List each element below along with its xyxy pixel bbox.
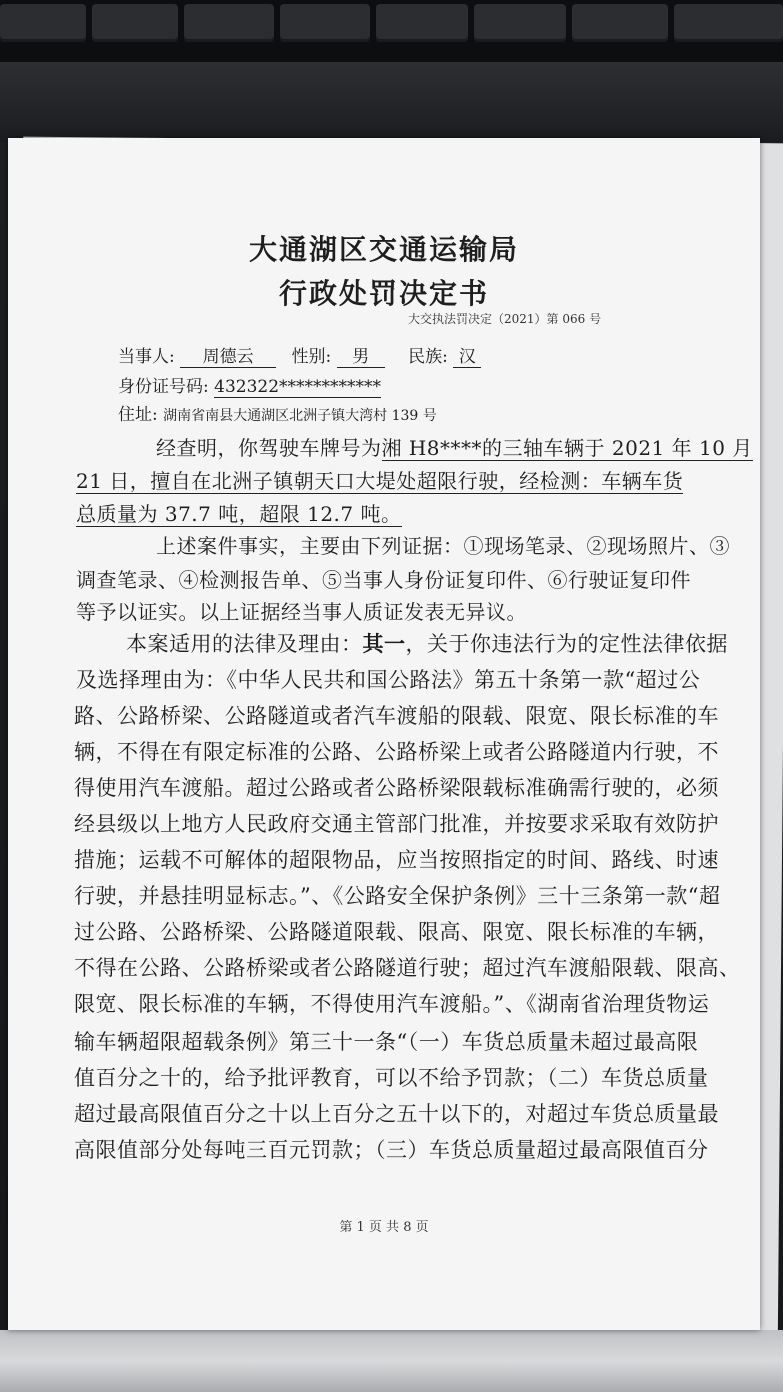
keyboard-key <box>280 4 370 42</box>
evidence-line: 调查笔录、④检测报告单、⑤当事人身份证复印件、⑥行驶证复印件 <box>76 568 691 592</box>
facts-line <box>76 498 712 527</box>
law-line: 辆，不得在有限定标准的公路、公路桥梁上或者公路隧道内行驶，不 <box>74 740 719 764</box>
keyboard-key <box>376 4 468 42</box>
law-line: 及选择理由为：《中华人民共和国公路法》第五十条第一款“超过公 <box>76 668 701 692</box>
keyboard-key <box>184 4 274 42</box>
law-line: 限宽、限长标准的车辆，不得使用汽车渡船。”、《湖南省治理货物运 <box>74 992 710 1016</box>
evidence-line: 上述案件事实，主要由下列证据：①现场笔录、②现场照片、③ <box>156 534 730 558</box>
page-footer: 第 1 页 共 8 页 <box>339 1220 429 1235</box>
party-line <box>118 342 481 368</box>
law-line: 路、公路桥梁、公路隧道或者汽车渡船的限载、限宽、限长标准的车 <box>74 704 719 728</box>
party-gender: 男 <box>337 342 385 368</box>
facts-line <box>76 465 712 494</box>
facts-line <box>156 432 753 461</box>
keyboard <box>0 0 783 62</box>
ethnicity-label: 民族: <box>408 347 448 367</box>
law-intro-bold: 其一 <box>362 631 406 656</box>
party-id: 432322************ <box>214 377 382 397</box>
law-intro-text: 本案适用的法律及理由： <box>126 632 363 656</box>
law-line: 措施；运载不可解体的超限物品，应当按照指定的时间、路线、时速 <box>74 848 719 872</box>
law-line: 经县级以上地方人民政府交通主管部门批准，并按要求采取有效防护 <box>74 812 719 836</box>
keyboard-key <box>0 4 86 42</box>
facts-underlined: 21 日，擅自在北洲子镇朝天口大堤处超限行驶，经检测：车辆车货 <box>76 469 684 493</box>
evidence-line: 等予以证实。以上证据经当事人质证发表无异议。 <box>76 600 527 624</box>
address-line <box>118 400 437 425</box>
law-line: 超过最高限值百分之十以上百分之五十以下的，对超过车货总质量最 <box>74 1102 719 1126</box>
document-page <box>8 138 760 1330</box>
law-line: 输车辆超限超载条例》第三十一条“（一）车货总质量未超过最高限 <box>74 1030 699 1054</box>
document-title: 行政处罚决定书 <box>278 277 489 310</box>
keyboard-key <box>572 4 668 42</box>
party-ethnicity: 汉 <box>453 342 481 368</box>
cloth-background <box>0 1330 783 1392</box>
gender-label: 性别: <box>291 347 332 367</box>
facts-text: 经查明，你驾驶车牌号为 <box>156 436 382 460</box>
name-label: 当事人: <box>118 347 175 367</box>
keyboard-key <box>92 4 178 42</box>
facts-underlined: 总质量为 37.7 吨，超限 12.7 吨。 <box>76 502 402 526</box>
facts-underlined: 湘 H8****的三轴车辆于 2021 年 10 月 <box>381 436 753 460</box>
law-line: 高限值部分处每吨三百元罚款；（三）车货总质量超过最高限值百分 <box>74 1138 709 1162</box>
law-intro-line <box>126 628 726 658</box>
org-title: 大通湖区交通运输局 <box>248 233 519 266</box>
party-name: 周德云 <box>180 342 276 368</box>
address-label: 住址: <box>118 405 158 425</box>
desk-edge <box>0 62 783 142</box>
document-number: 大交执法罚决定（2021）第 066 号 <box>408 312 602 326</box>
keyboard-key <box>474 4 566 42</box>
law-line: 得使用汽车渡船。超过公路或者公路桥梁限载标准确需行驶的，必须 <box>74 776 719 800</box>
id-line <box>118 372 381 398</box>
keyboard-key <box>674 4 783 42</box>
law-line: 值百分之十的，给予批评教育，可以不给予罚款；（二）车货总质量 <box>74 1066 709 1090</box>
law-line: 行驶，并悬挂明显标志。”、《公路安全保护条例》三十三条第一款“超 <box>74 884 721 908</box>
party-address: 湖南省南县大通湖区北洲子镇大湾村 139 号 <box>163 408 437 424</box>
law-line: 过公路、公路桥梁、公路隧道限载、限高、限宽、限长标准的车辆， <box>74 920 719 944</box>
law-line: 不得在公路、公路桥梁或者公路隧道行驶；超过汽车渡船限载、限高、 <box>74 956 741 980</box>
id-label: 身份证号码: <box>118 377 209 397</box>
law-intro-text: ，关于你违法行为的定性法律依据 <box>405 632 728 656</box>
